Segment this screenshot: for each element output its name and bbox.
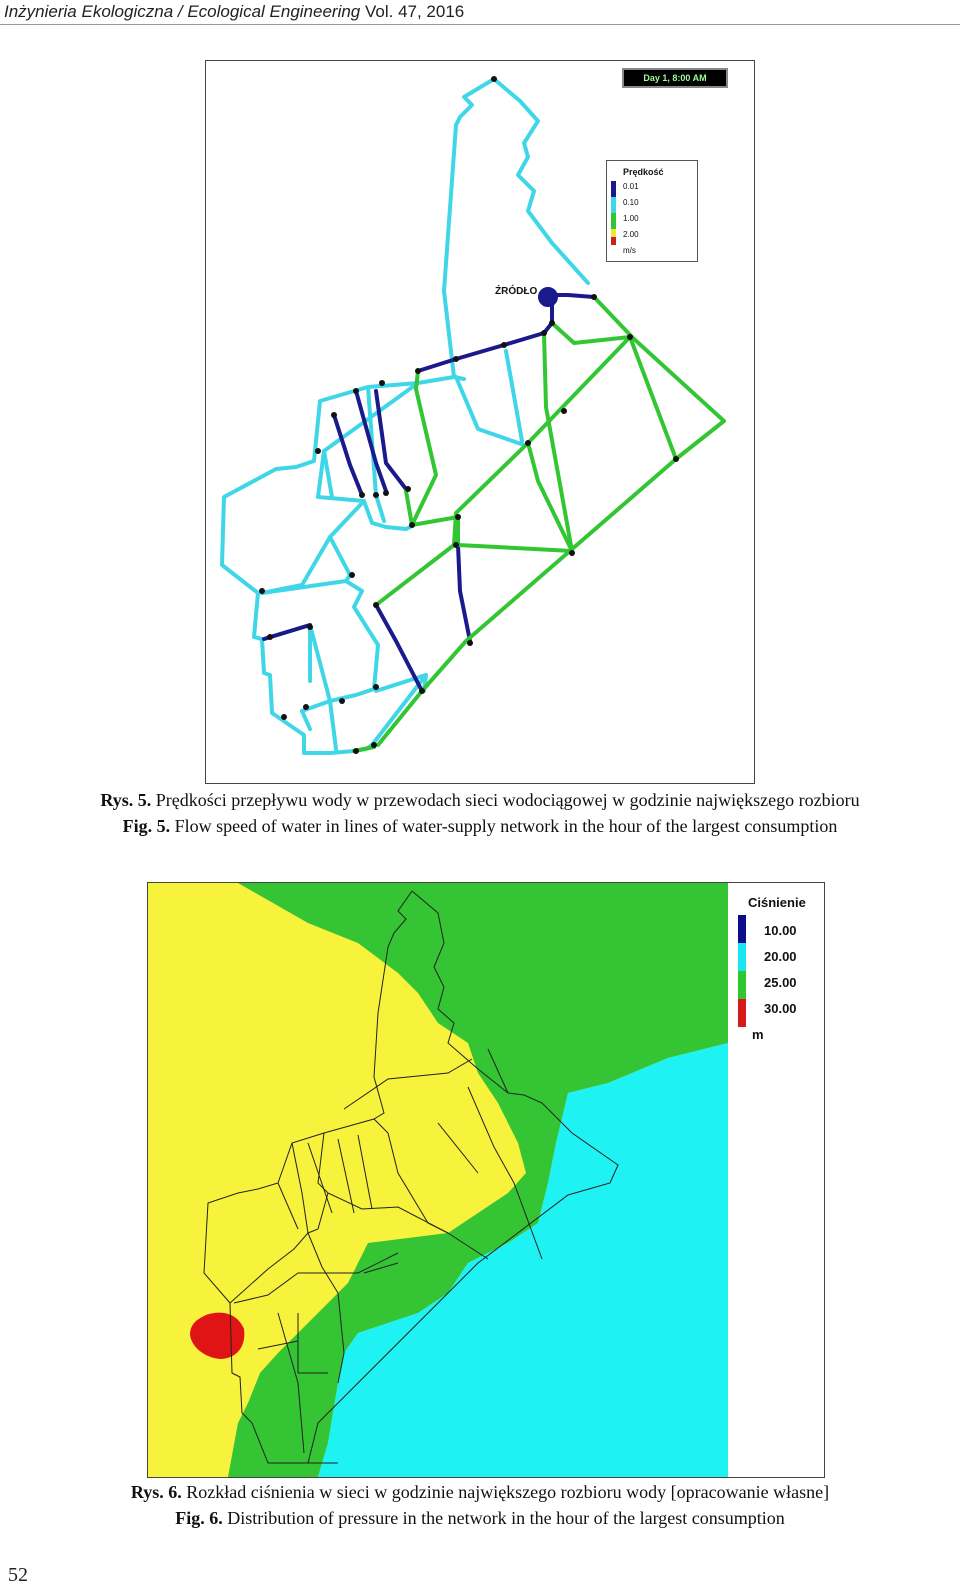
caption-prefix: Fig. 6. — [175, 1508, 223, 1528]
legend-label-0: 0.01 — [623, 182, 639, 191]
velocity-legend — [606, 160, 698, 262]
pressure-label-3: 30.00 — [764, 1001, 797, 1016]
pressure-swatch-0 — [738, 915, 746, 943]
pressure-label-2: 25.00 — [764, 975, 797, 990]
caption-text: Flow speed of water in lines of water-supply network in the hour of the largest consumption — [170, 816, 838, 836]
legend-label-1: 0.10 — [623, 198, 639, 207]
legend-label-2: 1.00 — [623, 214, 639, 223]
caption-prefix: Fig. 5. — [122, 816, 171, 836]
legend-swatch-4 — [611, 237, 616, 245]
velocity-legend-title: Prędkość — [623, 167, 664, 177]
caption-prefix: Rys. 6. — [130, 1482, 182, 1502]
cyan-pipes — [222, 79, 588, 753]
pressure-label-unit: m — [752, 1027, 764, 1042]
source-label: ŹRÓDŁO — [495, 286, 538, 297]
pressure-legend-title: Ciśnienie — [748, 895, 806, 910]
caption-text: Rozkład ciśnienia w sieci w godzinie największego rozbioru wody [opracowanie własne] — [181, 1482, 830, 1502]
figure-5-caption-en — [0, 816, 960, 837]
legend-label-4: m/s — [623, 246, 636, 255]
caption-text: Prędkości przepływu wody w przewodach sieci wodociągowej w godzinie największego rozbioru — [151, 790, 860, 810]
pressure-contour-svg — [148, 883, 824, 1477]
legend-swatch-0 — [611, 181, 616, 197]
pressure-label-1: 20.00 — [764, 949, 797, 964]
pressure-swatch-3 — [738, 999, 746, 1027]
figure-6-caption-pl — [0, 1482, 960, 1503]
header-divider — [0, 24, 960, 25]
pressure-swatch-1 — [738, 943, 746, 971]
journal-volume: Vol. 47, 2016 — [360, 2, 465, 21]
legend-swatch-1 — [611, 197, 616, 213]
caption-text: Distribution of pressure in the network in the hour of the largest consumption — [222, 1508, 785, 1528]
figure-5-caption-pl — [0, 790, 960, 811]
pressure-legend — [736, 889, 820, 1049]
figure-6-pressure-map — [147, 882, 825, 1478]
source-reservoir-icon — [540, 289, 556, 305]
figure-5-flow-speed-map — [205, 60, 755, 784]
journal-title: Inżynieria Ekologiczna / Ecological Engineering — [4, 2, 361, 21]
legend-label-3: 2.00 — [623, 230, 639, 239]
pressure-swatch-2 — [738, 971, 746, 999]
caption-prefix: Rys. 5. — [100, 790, 152, 810]
pressure-label-0: 10.00 — [764, 923, 797, 938]
legend-swatch-2 — [611, 213, 616, 229]
page-number: 52 — [8, 1564, 28, 1586]
simulation-time-label: Day 1, 8:00 AM — [622, 68, 728, 88]
journal-header — [4, 2, 464, 22]
figure-6-caption-en — [0, 1508, 960, 1529]
